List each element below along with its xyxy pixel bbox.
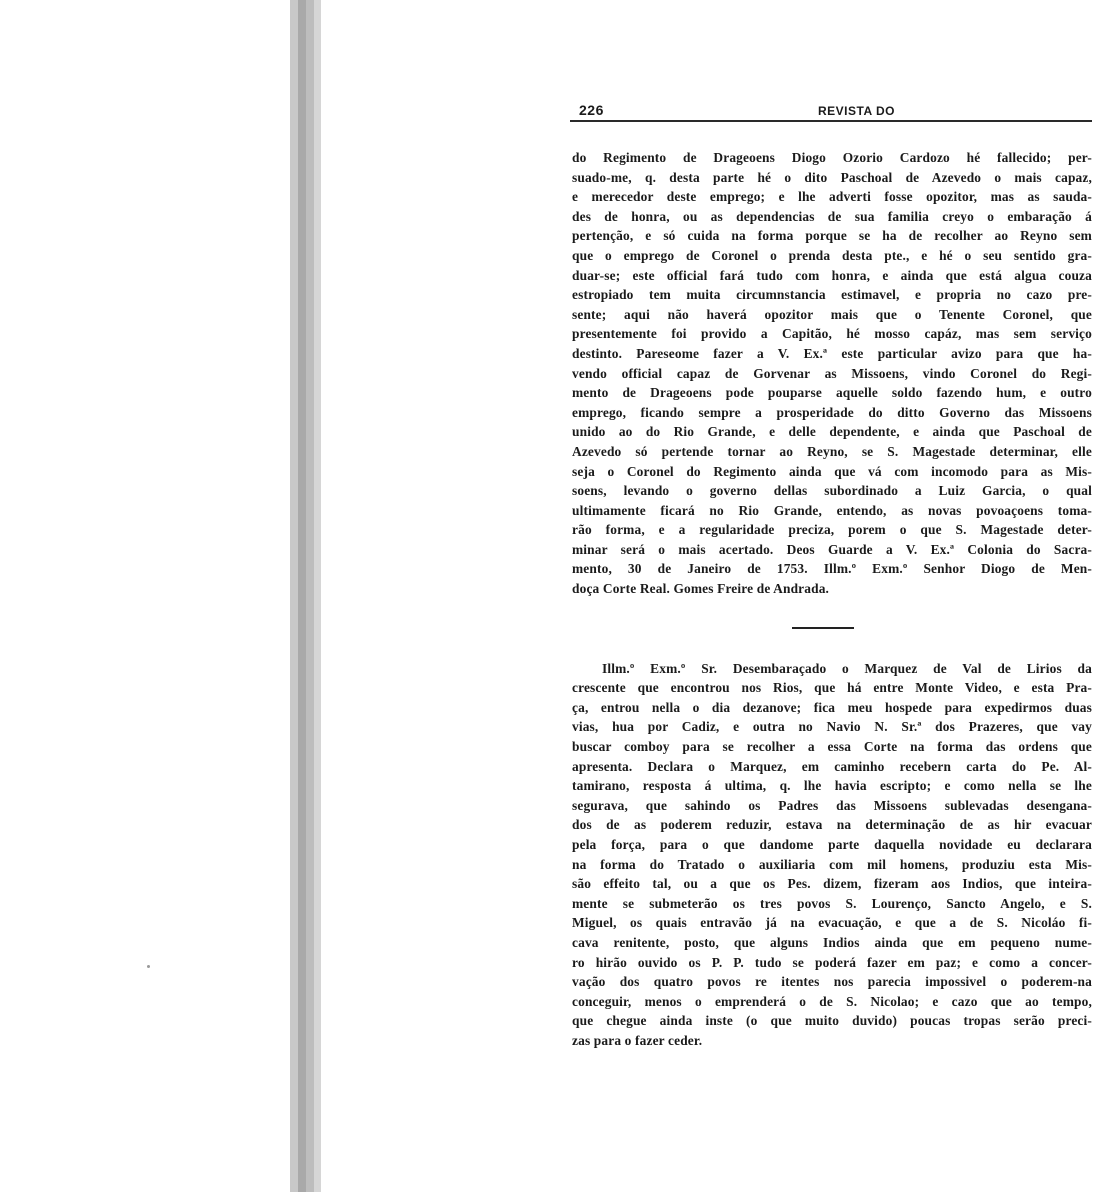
section-divider (792, 627, 854, 629)
text-line: pertenção, e só cuida na forma porque se ha de recolher ao Reyno sem (572, 228, 1092, 244)
text-line: presentemente foi provido a Capitão, hé mosso capáz, mas sem serviço (572, 326, 1092, 342)
text-line: apresenta. Declara o Marquez, em caminho recebern carta do Pe. Al- (572, 758, 1092, 774)
book-page (570, 98, 1092, 1051)
text-line: e merecedor deste emprego; e lhe adverti fosse opozitor, mas as sauda- (572, 189, 1092, 205)
text-line: ro hirão ouvido os P. P. tudo se poderá fazer em paz; e como a concer- (572, 954, 1092, 970)
text-line: suado-me, q. desta parte hé o dito Paschoal de Azevedo o mais capaz, (572, 169, 1092, 185)
letter-1-body (570, 148, 1092, 599)
text-line: mento, 30 de Janeiro de 1753. Illm.º Exm.º Senhor Diogo de Men- (572, 561, 1092, 577)
text-line: duar-se; este official fará tudo com honra, e ainda que está algua couza (572, 267, 1092, 283)
gutter-band (298, 0, 306, 1192)
text-line: soens, levando o governo dellas subordinado a Luiz Garcia, o qual (572, 483, 1092, 499)
text-line: vendo official capaz de Gorvenar as Missoens, vindo Coronel do Regi- (572, 365, 1092, 381)
text-line: des de honra, ou as dependencias de sua familia creyo o embaração á (572, 208, 1092, 224)
text-line: mente se submeterão os tres povos S. Lourenço, Sancto Angelo, e S. (572, 895, 1092, 911)
text-line: Illm.º Exm.º Sr. Desembaraçado o Marquez de Val de Lirios da (602, 660, 1092, 676)
text-line: rão forma, e a regularidade preciza, porem o que S. Magestade deter- (572, 522, 1092, 538)
gutter-band (314, 0, 321, 1192)
text-line: Azevedo só pertende tornar ao Reyno, se S. Magestade determinar, elle (572, 443, 1092, 459)
text-line: ultimamente ficará no Rio Grande, entendo, as novas povoaçoens toma- (572, 502, 1092, 518)
text-line: minar será o mais acertado. Deos Guarde a V. Ex.ª Colonia do Sacra- (572, 541, 1092, 557)
text-line: tamirano, resposta á ultima, q. lhe havia escripto; e como nella se lhe (572, 778, 1092, 794)
text-line: são effeito tal, ou a que os Pes. dizem, fizeram aos Indios, que inteira- (572, 876, 1092, 892)
gutter-band (290, 0, 298, 1192)
text-line: estropiado tem muita circumnstancia estimavel, e propria no cazo pre- (572, 287, 1092, 303)
text-line: pela força, para o que dandome parte daquella novidade eu declarara (572, 837, 1092, 852)
text-line: ça, entrou nella o dia dezanove; fica meu hospede para expedirmos duas (572, 699, 1092, 715)
text-line: vias, hua por Cadiz, e outra no Navio N. Sr.ª dos Prazeres, que vay (572, 719, 1092, 735)
text-line: cava renitente, posto, que alguns Indios ainda que em pequeno nume- (572, 934, 1092, 950)
text-line: do Regimento de Drageoens Diogo Ozorio Cardozo hé fallecido; per- (572, 150, 1092, 165)
text-line: mento de Drageoens pode pouparse aquelle soldo fazendo hum, e outro (572, 385, 1092, 401)
text-line: unido ao do Rio Grande, e delle dependente, e ainda que Paschoal de (572, 424, 1092, 440)
text-line: dos de as poderem reduzir, estava na determinação de as hir evacuar (572, 817, 1092, 833)
text-line: Miguel, os quais entravão já na evacuação, e que a de S. Nicoláo fi- (572, 915, 1092, 931)
text-line: sente; aqui não haverá opozitor mais que o Tenente Coronel, que (572, 306, 1092, 322)
text-line: que o emprego de Coronel o prenda desta pte., e hé o seu sentido gra- (572, 247, 1092, 263)
text-line: zas para o fazer ceder. (572, 1032, 703, 1048)
gutter-band (306, 0, 314, 1192)
text-line: vação dos quatro povos re itentes nos parecia impossivel o poderem-na (572, 974, 1092, 990)
page-number: 226 (579, 102, 604, 118)
text-line: na forma do Tratado o auxiliaria com mil homens, produziu esta Mis- (572, 856, 1092, 872)
text-line: destinto. Pareseome fazer a V. Ex.ª este particular avizo para que ha- (572, 345, 1092, 361)
text-line: segurava, que sahindo os Padres das Missoens sublevadas desengana- (572, 797, 1092, 813)
text-line: emprego, ficando sempre a prosperidade do ditto Governo das Missoens (572, 404, 1092, 420)
text-line: conceguir, menos o emprenderá o de S. Nicolao; e cazo que ao tempo, (572, 993, 1092, 1009)
letter-2-body (570, 659, 1092, 1051)
running-head (570, 98, 1092, 122)
text-line: seja o Coronel do Regimento ainda que vá com incomodo para as Mis- (572, 463, 1092, 479)
scan-speck (147, 965, 150, 968)
text-line: buscar comboy para se recolher a essa Corte na forma das ordens que (572, 739, 1092, 755)
journal-title: REVISTA DO (818, 104, 896, 118)
text-line: doça Corte Real. Gomes Freire de Andrada. (572, 581, 830, 597)
text-line: crescente que encontrou nos Rios, que há entre Monte Video, e esta Pra- (572, 680, 1092, 696)
text-line: que chegue ainda inste (o que muito duvido) poucas tropas serão preci- (572, 1013, 1092, 1029)
